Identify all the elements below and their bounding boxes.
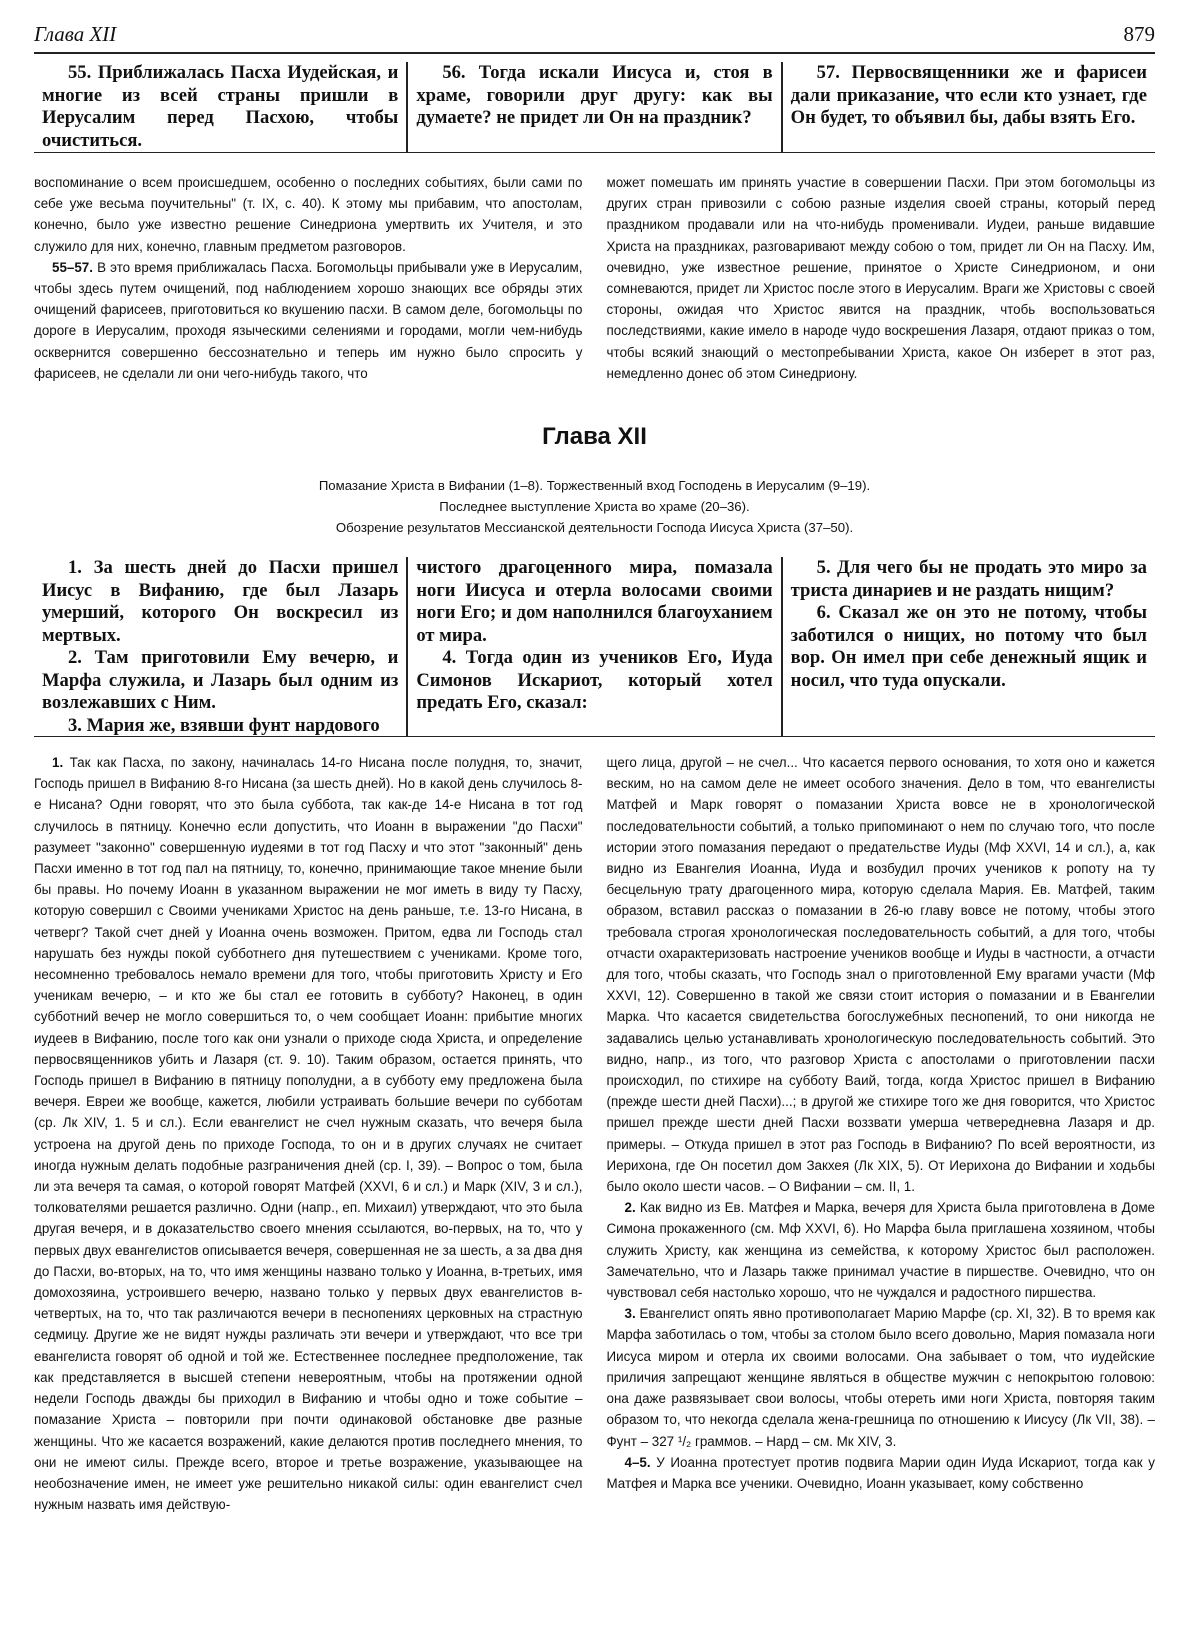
verse-reference: 3. xyxy=(624,1306,636,1322)
chapter-summary xyxy=(34,475,1155,538)
commentary-column-left xyxy=(34,752,583,1515)
verse-reference: 55–57. xyxy=(52,259,93,275)
verse-column xyxy=(406,62,780,152)
verse-column xyxy=(781,557,1155,737)
verse-reference: 1. xyxy=(52,755,64,770)
verse-text: 56. Тогда искали Иисуса и, стоя в храме, говорили друг другу: как вы думаете? не придет ли Он на праздник? xyxy=(416,62,773,128)
commentary-paragraph: воспоминание о всем происшедшем, особенно о последних событиях, были сами по себе уже весьма поучительны" (т. IX, с. 40). К этому мы прибавим, что апостолам, конечно, было уже известно решение Синедриона умертвить их Учителя, и это служило для них, конечно, главным предметом разговоров. xyxy=(34,175,583,254)
verse-column xyxy=(406,557,780,737)
commentary-paragraph xyxy=(607,1303,1156,1451)
commentary-paragraph: щего лица, другой – не счел... Что касается первого основания, то хотя оно и кажется веским, но на самом деле не имеет особого значения. Дело в том, что евангелисты Матфей и Марк говорят о помазании Христа вовсе не в хронологической последовательности событий, а только припоминают о нем по случаю того, что после истории этого помазания передают о предательстве Иуды (Мф XXVI, 14 и сл.), а, как видно из Евангелия Иоанна, Иуда и возбудил прочих учеников к ропоту на ту бесцельную трату драгоценного мира, которую сделала Мария. Ев. Матфей, таким образом, вставил рассказ о помазании в 26-ю главу вовсе не потому, чтобы этого требовала строгая хронологическая последовательность событий, а для того, чтобы отчасти охарактеризовать настроение учеников вообще и Иуды в частности, а отчасти для того, чтобы сказать, что Господь знал о приготовленной Ему врагами участи (Мф XXVI, 12). Совершенно в такой же связи стоит история о помазании и в Евангелии Марка. Что касается свидетельства богослужебных песнопений, то они никогда не задавались целью устанавливать хронологическую последовательность событий. Это видно, напр., из того, что разговор Христа с апостолами о приготовлении пасхи происходил, по стихире на субботу Ваий, тогда, когда Христос пришел в Вифанию (прежде шести дней Пасхи)...; в другой же стихире того же дня говорится, что Христос пришел прежде шести дней Пасхи воззвати умерша четвередневна Лазаря и др. примеры. – Откуда пришел в этот раз Господь в Вифанию? По всей вероятности, из Иерихона, где Он посетил дом Закхея (Лк XIX, 5). От Иерихона до Вифании и ходьбы было около шести часов. – О Вифании – см. II, 1. xyxy=(606,755,1155,1195)
verse-text: 4. Тогда один из учеников Его, Иуда Симонов Искариот, который хотел предать Его, сказал: xyxy=(416,647,773,713)
verse-text: 5. Для чего бы не продать это миро за триста динариев и не раздать нищим? xyxy=(790,557,1147,601)
commentary-paragraph xyxy=(607,1197,1156,1303)
verse-reference: 4–5. xyxy=(624,1454,651,1470)
commentary-paragraph xyxy=(607,1452,1156,1494)
chapter-summary-line: Помазание Христа в Вифании (1–8). Торжественный вход Господень в Иерусалим (9–19). xyxy=(318,478,871,493)
commentary-paragraph xyxy=(34,257,583,384)
chapter-summary-line: Обозрение результатов Мессианской деятельности Господа Иисуса Христа (37–50). xyxy=(335,520,854,535)
verse-text: чистого драгоценного мира, помазала ноги Иисуса и отерла волосами своими ноги Его; и дом наполнился благоуханием от мира. xyxy=(416,557,773,646)
verse-column xyxy=(34,557,406,737)
section-rule xyxy=(34,736,1155,737)
verse-text: 6. Сказал же он это не потому, чтобы заботился о нищих, но потому что был вор. Он имел при себе денежный ящик и носил, что туда опускали. xyxy=(790,602,1147,691)
verse-text: 3. Мария же, взявши фунт нардового xyxy=(68,714,380,736)
verse-text: 1. За шесть дней до Пасхи пришел Иисус в Вифанию, где был Лазарь умерший, которого Он воскресил из мертвых. xyxy=(42,557,399,646)
commentary-text: У Иоанна протестует против подвига Марии один Иуда Искариот, тогда как у Матфея и Марка все ученики. Очевидно, Иоанн указывает, кому собственно xyxy=(606,1454,1155,1491)
page-number: 879 xyxy=(1123,22,1155,46)
verse-text: 2. Там приготовили Ему вечерю, и Марфа служила, и Лазарь был одним из возлежавших с Ним. xyxy=(42,647,399,713)
chapter-title: Глава XII xyxy=(542,423,647,450)
commentary-column-left xyxy=(34,172,583,384)
verse-text: 57. Первосвященники же и фарисеи дали приказание, что если кто узнает, где Он будет, то объявил бы, дабы взять Его. xyxy=(790,62,1147,128)
running-head xyxy=(34,22,1155,52)
commentary-text: Евангелист опять явно противополагает Марию Марфе (ср. XI, 32). В то время как Марфа заботилась о том, чтобы за столом было всего довольно, Мария помазала ноги Иисуса миром и отерла их своими волосами. Она забывает о том, что иудейские приличия запрещают женщине являться в обществе мужчин с непокрытою головою: она даже развязывает свои волосы, чтобы отереть ими ноги Христа, повторяя таким образом то, что некогда сделала жена-грешница по отношению к Иисусу (Лк VII, 38). – Фунт – 327 ¹/₂ граммов. – Нард – см. Мк XIV, 3. xyxy=(606,1306,1155,1449)
verse-column xyxy=(34,62,406,152)
commentary-text: Так как Пасха, по закону, начиналась 14-го Нисана после полудня, то, значит, Господь пришел в Вифанию 8-го Нисана (за шесть дней). Но в какой день случилось 8-е Нисана? Одни говорят, что это была суббота, так как-де 14-е Нисана в тот год случилось в пятницу. Конечно если допустить, что Иоанн в выражении "до Пасхи" разумеет "законно" совершенную иудеями в тот год Пасху и что этот "законный" день Пасхи именно в тот год пал на пятницу, то, конечно, принимающие такое мнение были бы правы. Но почему Иоанн в указанном выражении не мог иметь в виду ту Пасху, которую совершил с Своими учениками Христос на день раньше, т.е. 13-го Нисана, в четверг? Такой счет дней у Иоанна очень возможен. Притом, едва ли Господь стал нарушать без нужды покой субботнего дня путешествием с учениками. Кроме того, несомненно требовалось немало времени для того, чтобы приготовить Христу и Его ученикам вечерю, – и кто же бы стал ее готовить в субботу? Наконец, в один субботний вечер не могло совершиться то, о чем сообщает Иоанн: прибытие многих иудеев в Вифанию, после того как они узнали о приходе сюда Христа, и определение первосвященников убить и Лазаря (ст. 9. 10). Таким образом, остается принять, что Господь пришел в Вифанию в пятницу пополудни, а в субботу ему предложена была вечеря. Евреи же вообще, кажется, любили устраивать большие вечери по субботам (ср. Лк XIV, 1. 5 и сл.). Если евангелист не счел нужным сказать, что вечеря была устроена на другой день по приходе Господа, то он и в других случаях не считает иногда нужным делать подобные разграничения дней (ср. I, 39). – Вопрос о том, была ли эта вечеря та самая, о которой говорят Матфей (XXVI, 6 и сл.) и Марк (XIV, 3 и сл.), толкователями решается различно. Одни (напр., еп. Михаил) утверждают, что это была другая вечеря, и в доказательство своего мнения ссылаются, во-первых, на то, что у первых двух евангелистов описывается вечеря, совершенная не за шесть, а за два дня до Пасхи, во-вторых, на то, что имя женщины названо только у Иоанна, в-третьих, имя домохозяина, устроившего вечерю, названо только у первых двух евангелистов в-четвертых, на то, что так различаются вечери в песнопениях церковных на страстную седмицу. Другие же не видят нужды различать эти вечери и утверждают, что все три евангелиста говорят об одной и той же. Естественнее последнее предположение, так как представляется в высшей степени невероятным, чтобы на протяжении одной недели Господь дважды бы приходил в Вифанию и чтобы одно и тоже событие – помазание Христа – повторили при почти одинаковой обстановке две разные женщины. Что же касается возражений, какие делаются против последнего мнения, то они не имеют силы. Прежде всего, второе и третье возражение, указывающее на необозначение имен, не имеет уже решительно никакой силы: один евангелист счел нужным назвать имя действую- xyxy=(34,755,583,1513)
chapter-verse-block xyxy=(34,557,1155,737)
verse-reference: 2. xyxy=(624,1200,636,1216)
verse-column xyxy=(781,62,1155,152)
chapter-summary-line: Последнее выступление Христа во храме (20–36). xyxy=(439,499,750,514)
commentary-paragraph xyxy=(34,752,583,1515)
header-rule xyxy=(34,52,1155,54)
commentary-column-right xyxy=(607,752,1156,1515)
running-head-chapter: Глава XII xyxy=(34,22,117,46)
bottom-commentary xyxy=(34,752,1155,1515)
verse-text: 55. Приближалась Пасха Иудейская, и многие из всей страны пришли в Иерусалим перед Пасхою, чтобы очиститься. xyxy=(42,62,399,151)
section-rule xyxy=(34,152,1155,153)
commentary-text: Как видно из Ев. Матфея и Марка, вечеря для Христа была приготовлена в Доме Симона прокаженного (см. Мф XXVI, 6). Но Марфа была приглашена хозяином, чтобы служить Христу, как женщина из семейства, к которому Христос был расположен. Замечательно, что и Лазарь также принимал участие в пиршестве. Очевидно, что он чувствовал себя настолько хорошо, что не чуждался и радостного пиршества. xyxy=(606,1200,1155,1301)
commentary-text: В это время приближалась Пасха. Богомольцы прибывали уже в Иерусалим, чтобы здесь путем очищений, под наблюдением хорошо знающих все обряды этих очищений фарисеев, приготовиться ко вкушению пасхи. В самом деле, богомольцы по дороге в Иерусалим, проходя языческими селениями и городами, могли чем-нибудь осквернится совершенно бессознательно и теперь им нужно было спросить у фарисеев, не сделали ли они чего-нибудь такого, что xyxy=(34,259,583,381)
top-commentary xyxy=(34,172,1155,384)
top-verse-block xyxy=(34,62,1155,152)
commentary-paragraph: может помешать им принять участие в совершении Пасхи. При этом богомольцы из других стран привозили с собою разные изделия своей страны, который перед праздником продавали или на что-нибудь променивали. Иудеи, раньше видавшие Христа на праздниках, разговаривают между собою о том, придет ли Он на Пасху. Им, очевидно, уже известное решение, принятое о Христе Синедрионом, и они сомневаются, придет ли Христос после этого в Иерусалим. Враги же Христовы с своей стороны, ожидая что Христос явится на праздник, чтобь воспользоваться последствиями, какие имело в народе чудо воскрешения Лазаря, отдают приказ о том, чтобы всякий знающий о местопребывании Христа, какое Он изберет в этот раз, немедленно донес об этом Синедриону. xyxy=(606,175,1155,381)
commentary-column-right xyxy=(607,172,1156,384)
